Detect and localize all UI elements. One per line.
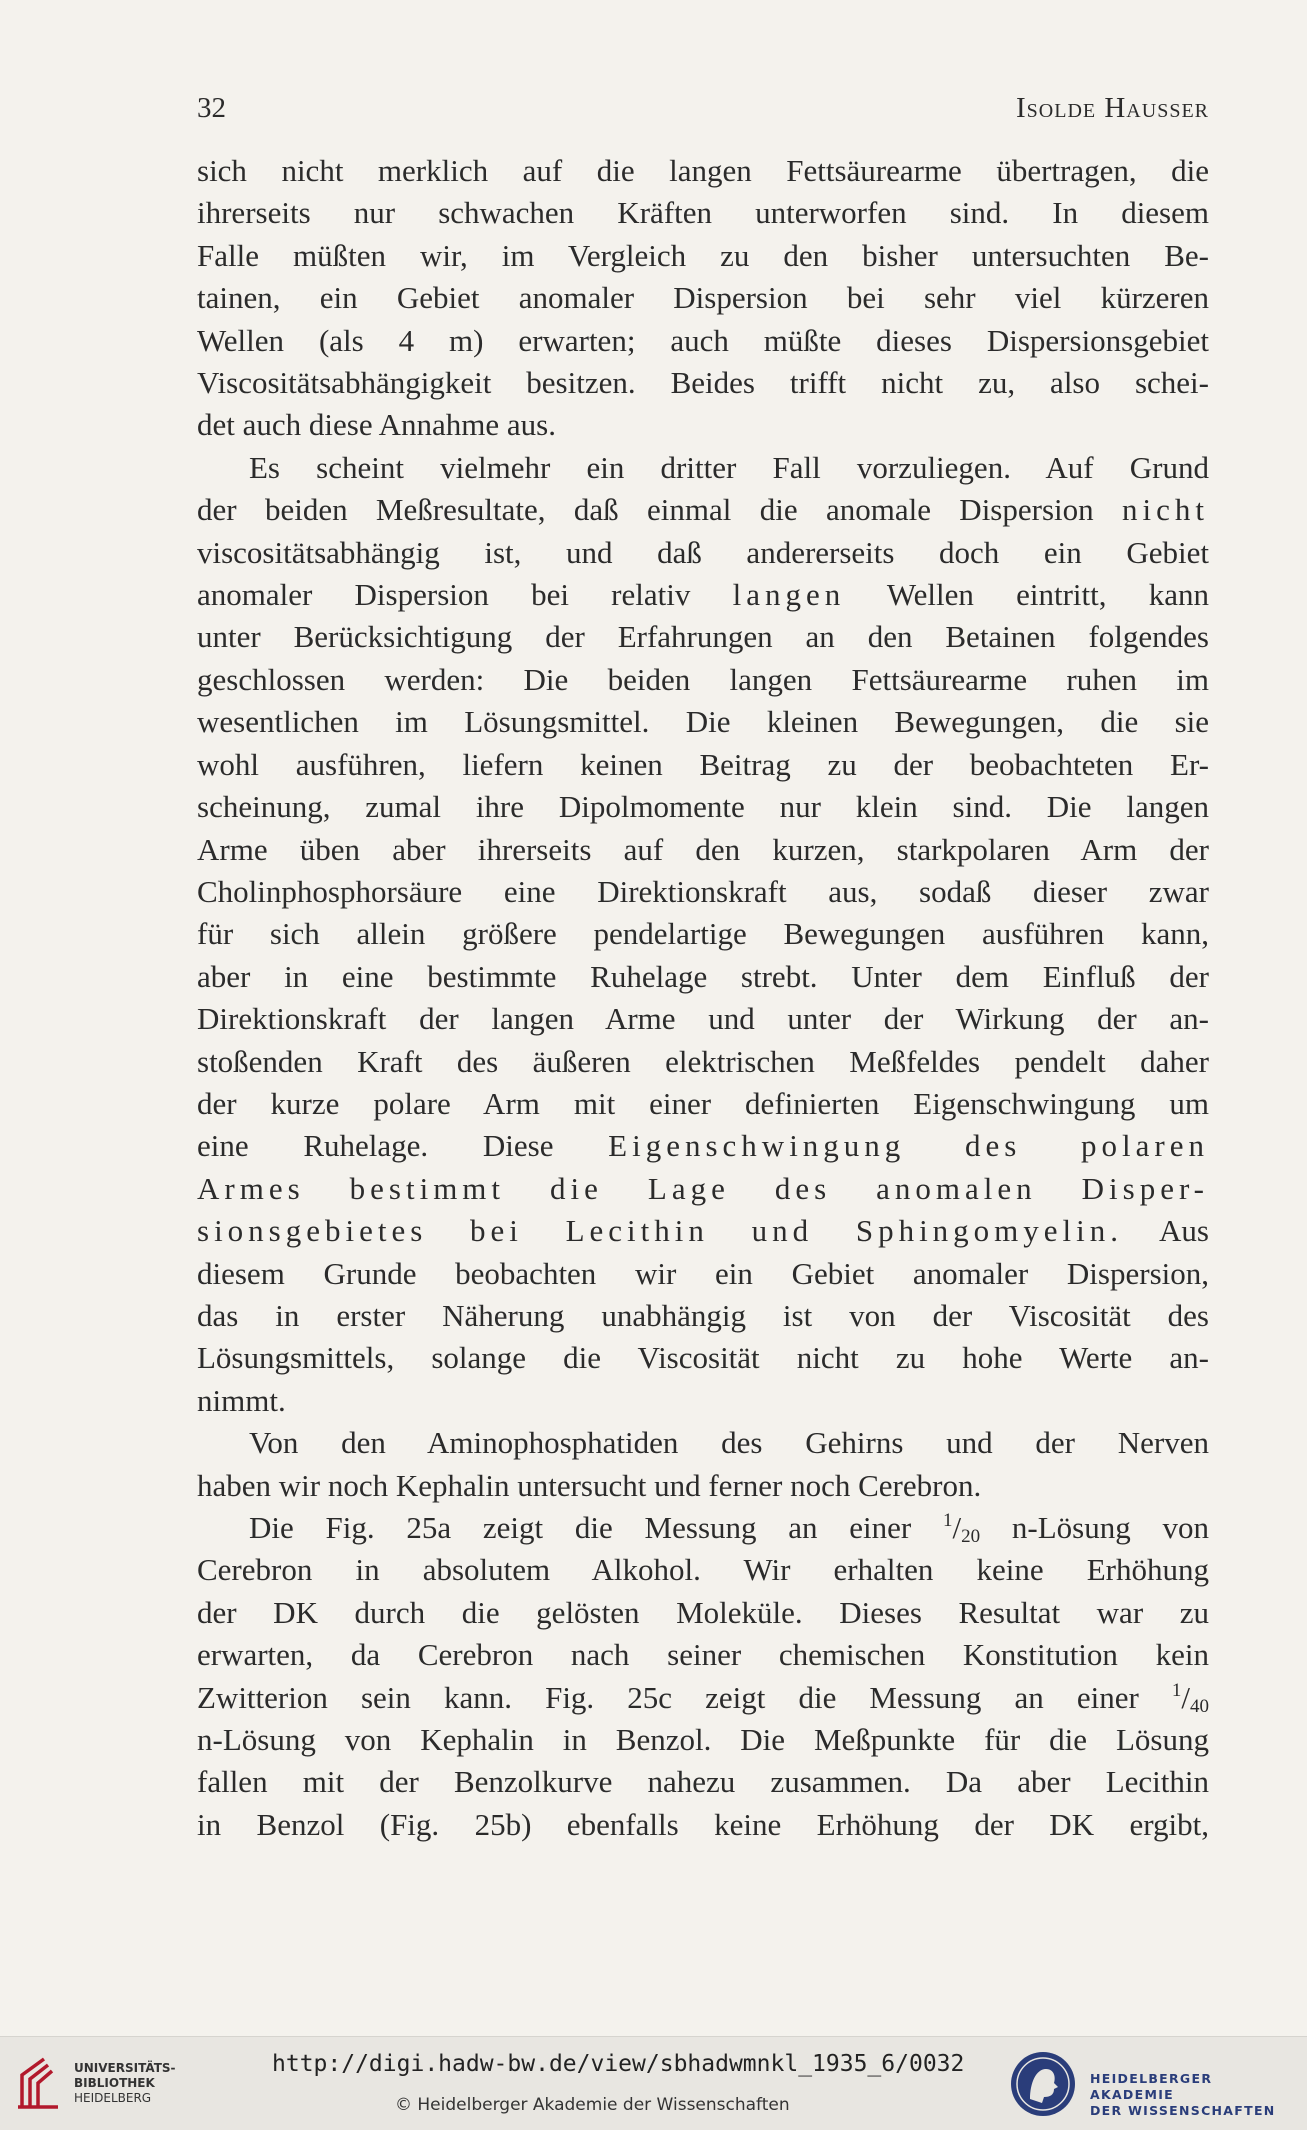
viewer-footer — [0, 2036, 1307, 2130]
permalink-url[interactable]: http://digi.hadw-bw.de/view/sbhadwmnkl_1935_6/0032 — [272, 2051, 965, 2077]
text-line: Cerebron in absolutem Alkohol. Wir erhalten keine Erhöhung — [197, 1552, 1209, 1588]
text-line: haben wir noch Kephalin untersucht und ferner noch Cerebron. — [197, 1467, 982, 1503]
text-line: n-Lösung von Kephalin in Benzol. Die Meßpunkte für die Lösung — [197, 1722, 1209, 1758]
text-line: wohl ausführen, liefern keinen Beitrag zu der beobachteten Er- — [197, 746, 1209, 782]
text-line: wesentlichen im Lösungsmittel. Die kleinen Bewegungen, die sie — [197, 704, 1209, 740]
text-line: Wellen (als 4 m) erwarten; auch müßte dieses Dispersionsgebiet — [197, 322, 1209, 358]
text-line: Lösungsmittels, solange die Viscosität nicht zu hohe Werte an- — [197, 1340, 1209, 1376]
text-line: Von den Aminophosphatiden des Gehirns und der Nerven — [249, 1425, 1209, 1461]
text-line: diesem Grunde beobachten wir ein Gebiet anomaler Dispersion, — [197, 1255, 1209, 1291]
emphasis: nicht — [1122, 492, 1210, 528]
text-line: scheinung, zumal ihre Dipolmomente nur klein sind. Die langen — [197, 789, 1209, 825]
text-line: das in erster Näherung unabhängig ist von der Viscosität des — [197, 1297, 1209, 1333]
text-line: Es scheint vielmehr ein dritter Fall vorzuliegen. Auf Grund — [249, 449, 1209, 485]
text-line: anomaler Dispersion bei relativ langen Wellen eintritt, kann — [197, 577, 1210, 613]
emphasis: langen — [732, 577, 846, 613]
running-head-author: Isolde Hausser — [1016, 92, 1209, 124]
text-line: der DK durch die gelösten Moleküle. Dieses Resultat war zu — [197, 1594, 1209, 1630]
text-line: Cholinphosphorsäure eine Direktionskraft aus, sodaß dieser zwar — [197, 873, 1209, 909]
text-line: aber in eine bestimmte Ruhelage strebt. Unter dem Einfluß der — [197, 958, 1209, 994]
text-line: Viscositätsabhängigkeit besitzen. Beides trifft nicht zu, also schei- — [197, 365, 1209, 401]
text-line: eine Ruhelage. Diese Eigenschwingung des polaren — [197, 1128, 1209, 1164]
text-line: Direktionskraft der langen Arme und unter der Wirkung der an- — [197, 1001, 1209, 1037]
library-name: UNIVERSITÄTS- BIBLIOTHEK HEIDELBERG — [74, 2061, 176, 2105]
text-line: der beiden Meßresultate, daß einmal die anomale Dispersion nicht — [197, 492, 1210, 528]
text-line: Falle müßten wir, im Vergleich zu den bisher untersuchten Be- — [197, 237, 1209, 273]
academy-seal-icon — [1008, 2049, 1078, 2119]
text-line: det auch diese Annahme aus. — [197, 407, 556, 443]
text-line: Die Fig. 25a zeigt die Messung an einer $^1/_{20}$ n-Lösung von — [249, 1510, 1210, 1547]
emphasis: Eigenschwingung des polaren — [608, 1128, 1209, 1164]
library-emblem-icon — [14, 2055, 64, 2111]
academy-logo[interactable] — [1008, 2049, 1298, 2119]
text-line: stoßenden Kraft des äußeren elektrischen Meßfeldes pendelt daher — [197, 1043, 1209, 1079]
text-line: erwarten, da Cerebron nach seiner chemischen Konstitution kein — [197, 1637, 1209, 1673]
text-line: ihrerseits nur schwachen Kräften unterworfen sind. In diesem — [197, 195, 1209, 231]
text-line: der kurze polare Arm mit einer definierten Eigenschwingung um — [197, 1085, 1209, 1121]
body-text — [197, 150, 1209, 1846]
text-line: viscositätsabhängig ist, und daß andererseits doch ein Gebiet — [197, 534, 1209, 570]
academy-name: HEIDELBERGER AKADEMIE DER WISSENSCHAFTEN — [1090, 2071, 1276, 2118]
text-line: geschlossen werden: Die beiden langen Fettsäurearme ruhen im — [197, 661, 1209, 697]
university-library-logo[interactable] — [14, 2053, 214, 2117]
copyright-notice: © Heidelberger Akademie der Wissenschaften — [395, 2095, 790, 2115]
text-line: sich nicht merklich auf die langen Fettsäurearme übertragen, die — [197, 153, 1209, 188]
page-header — [197, 92, 1209, 132]
text-line: Arme üben aber ihrerseits auf den kurzen, starkpolaren Arm der — [197, 831, 1209, 867]
text-line: fallen mit der Benzolkurve nahezu zusammen. Da aber Lecithin — [197, 1764, 1209, 1800]
fraction: $^1/_{40}$ — [1171, 1679, 1209, 1717]
fraction: $^1/_{20}$ — [943, 1510, 981, 1547]
text-line: Zwitterion sein kann. Fig. 25c zeigt die Messung an einer $^1/_{40}$ — [197, 1679, 1209, 1717]
text-line: in Benzol (Fig. 25b) ebenfalls keine Erhöhung der DK ergibt, — [197, 1806, 1209, 1842]
text-line: Armes bestimmt die Lage des anomalen Disper- — [197, 1170, 1209, 1206]
text-line: nimmt. — [197, 1382, 286, 1418]
text-line: sionsgebietes bei Lecithin und Sphingomyelin. Aus — [197, 1213, 1209, 1249]
text-line: unter Berücksichtigung der Erfahrungen an den Betainen folgendes — [197, 619, 1209, 655]
page-number: 32 — [197, 92, 226, 124]
text-line: für sich allein größere pendelartige Bewegungen ausführen kann, — [197, 916, 1209, 952]
text-line: tainen, ein Gebiet anomaler Dispersion bei sehr viel kürzeren — [197, 280, 1209, 316]
